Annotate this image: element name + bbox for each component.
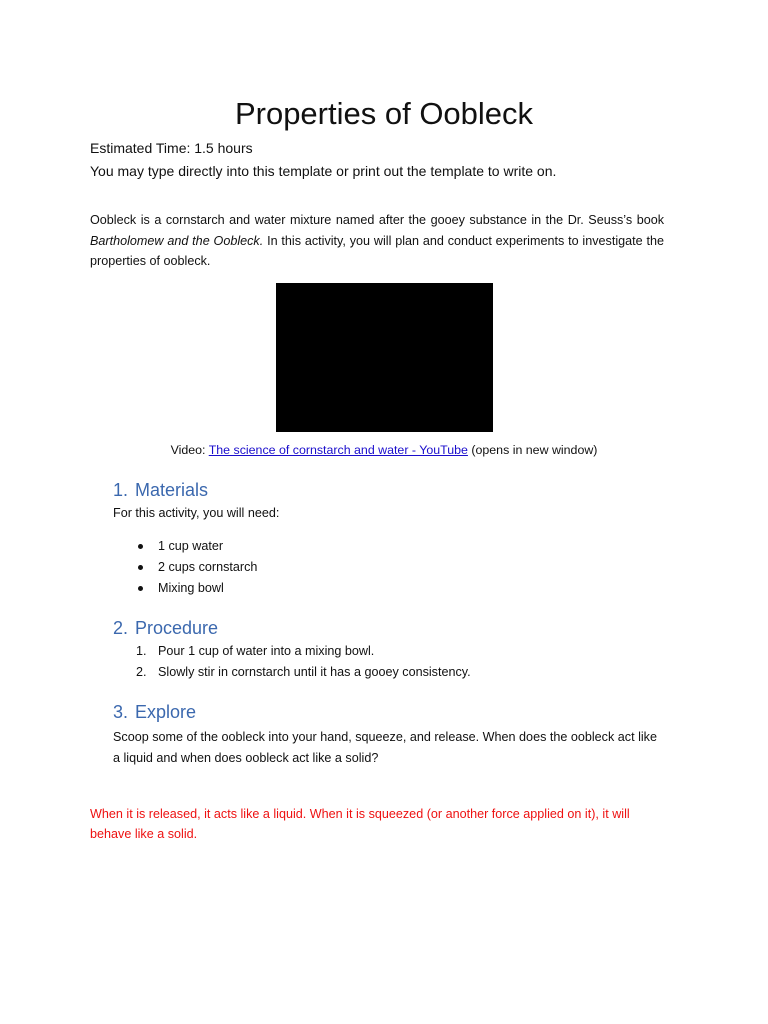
video-link[interactable]: The science of cornstarch and water - YouTube	[208, 443, 468, 457]
materials-heading-text: Materials	[135, 480, 209, 500]
video-caption-prefix: Video:	[170, 443, 209, 457]
step-text: Slowly stir in cornstarch until it has a gooey consistency.	[158, 665, 471, 679]
procedure-heading-text: Procedure	[135, 618, 219, 638]
procedure-heading	[113, 618, 218, 639]
video-embed[interactable]	[276, 283, 493, 432]
materials-intro: For this activity, you will need:	[113, 506, 280, 520]
materials-heading	[113, 480, 208, 501]
video-caption-suffix: (opens in new window)	[467, 443, 598, 457]
procedure-list	[136, 643, 471, 685]
list-item: 1 cup water	[136, 538, 257, 559]
estimated-time: Estimated Time: 1.5 hours	[90, 140, 253, 156]
list-item	[136, 664, 471, 685]
list-item	[136, 643, 471, 664]
page-title: Properties of Oobleck	[234, 96, 534, 131]
explore-number: 3.	[113, 702, 129, 722]
intro-text-part2: In this activity, you will plan and conduct experiments to investigate the properties of oobleck.	[90, 233, 664, 268]
materials-list	[136, 538, 257, 601]
step-number: 1.	[136, 644, 147, 658]
template-instructions: You may type directly into this template or print out the template to write on.	[90, 163, 557, 179]
explore-heading-text: Explore	[135, 702, 197, 722]
intro-text-part1: Oobleck is a cornstarch and water mixture named after the gooey substance in the Dr. Seuss’s book	[90, 213, 664, 227]
book-title: Bartholomew and the Oobleck.	[90, 233, 264, 248]
list-item: 2 cups cornstarch	[136, 559, 257, 580]
step-text: Pour 1 cup of water into a mixing bowl.	[158, 644, 375, 658]
intro-paragraph	[90, 210, 664, 272]
video-caption	[0, 443, 768, 457]
explore-question: Scoop some of the oobleck into your hand, squeeze, and release. When does the oobleck act like a liquid and when does oobleck act like a solid?	[113, 730, 657, 765]
student-answer[interactable]: When it is released, it acts like a liquid. When it is squeezed (or another force applied on it), it will behave like a solid.	[90, 807, 630, 841]
materials-number: 1.	[113, 480, 129, 500]
list-item: Mixing bowl	[136, 580, 257, 601]
step-number: 2.	[136, 665, 147, 679]
explore-heading	[113, 702, 196, 723]
procedure-number: 2.	[113, 618, 129, 638]
